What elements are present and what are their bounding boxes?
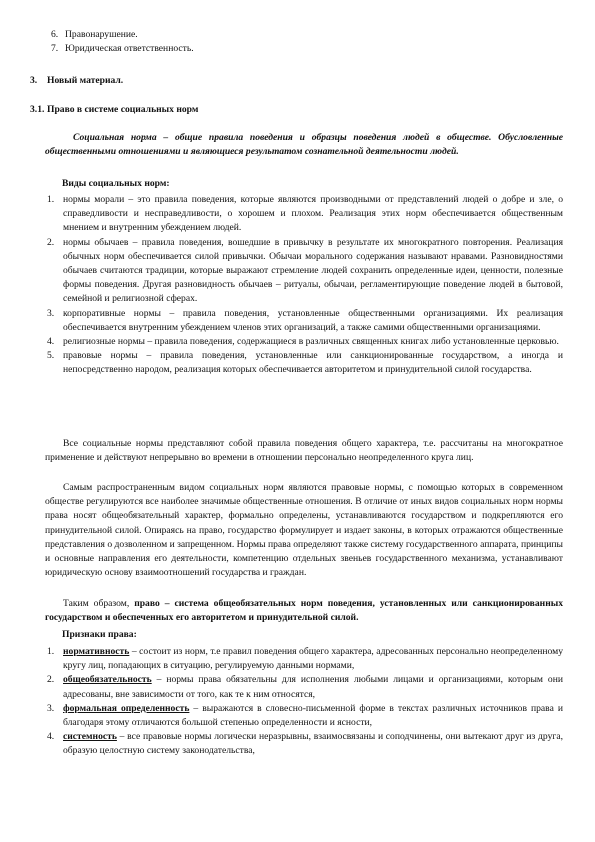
list-item: 3. формальная определенность – выражаются в словесно-письменной форме в текстах различных источников права и благодаря этому отличаются большой степенью определенности и ясности, [47,702,563,729]
signs-heading: Признаки права: [62,629,137,640]
list-item: 2. общеобязательность – нормы права обязательны для исполнения любыми лицами и организациями, которым они адресованы, вне зависимости от того, как те к ним относятся, [47,674,563,700]
list-item: 2. нормы обычаев – правила поведения, вошедшие в привычку в результате их многократного повторения. Реализация обычных норм обеспечивается силой привычки. Обычаи морального содержания называют нравами. Разновидностями обычаев считаются традиции, которые выражают стремление людей сохранить определенные идеи, ценности, полезные формы поведения. Другая разновидность обычаев – ритуалы, обычаи, регламентирующие поведение людей в бытовой, семейной и религиозной сферах. [47,236,563,305]
list-item: 4. религиозные нормы – правила поведения, содержащиеся в различных священных книгах либо установленные церковью. [47,336,559,348]
conclusion-paragraph: Таким образом, право – система общеобязательных норм поведения, установленных или санкционированных государством и обеспеченных его авторитетом и принудительной силой. [45,598,564,624]
types-heading: Виды социальных норм: [62,178,170,189]
signs-list [45,645,563,759]
list-item: 7. Юридическая ответственность. [51,43,194,54]
list-item: 5. правовые нормы – правила поведения, установленные или санкционированные государством, а иногда и непосредственно народом, реализация которых обеспечивается авторитетом и принудительной силой государства. [47,350,563,376]
body-paragraph: Все социальные нормы представляют собой правила поведения общего характера, т.е. рассчитаны на многократное применение и действуют непрерывно во времени в отношении персонально неопределенного круга лиц. [45,438,563,464]
types-list [45,193,563,378]
body-paragraph: Самым распространенным видом социальных норм являются правовые нормы, с помощью которых в современном обществе регулируются все наиболее значимые общественные отношения. В отличие от иных видов социальных норм нормы права носят общеобязательный характер, формально определены, устанавливаются государством и подкрепляются его принудительной силой. Опираясь на право, государство формулирует и издает законы, в которых отражаются общественные представления о дозволенном и запрещенном. Нормы права определяют также систему государственного аппарата, принципы и основные направления его деятельности, компетенцию отдельных звеньев государственного механизма, устанавливают юридическую основу взаимоотношений государства и граждан. [45,482,563,579]
list-item: 1. нормы морали – это правила поведения, которые являются производными от представлений людей о добре и зле, о справедливости и несправедливости, о хорошем и плохом. Реализация этих норм обеспечивается общественным мнением и внутренним убеждением людей. [47,194,563,234]
list-item: 1. нормативность – состоит из норм, т.е правил поведения общего характера, адресованных персонально неопределенному кругу лиц, попадающих в ситуацию, регулируемую данными нормами, [47,646,563,672]
subsection-heading: 3.1. Право в системе социальных норм [30,104,199,115]
list-item: 3. корпоративные нормы – правила поведения, установленные общественными организациями. Их реализация обеспечивается внутренним убеждением членов этих организаций, а также самими общественными организациями. [47,307,563,333]
section-heading: 3. Новый материал. [30,75,124,86]
definition-paragraph: Социальная норма – общие правила поведения и образцы поведения людей в обществе. Обусловленные общественными отношениями и являющиеся результатом сознательной деятельности людей. [45,132,563,158]
list-item: 6. Правонарушение. [51,29,138,40]
list-item: 4. системность – все правовые нормы логически неразрывны, взаимосвязаны и соподчинены, они вытекают друг из друга, образую целостную систему законодательства, [47,731,563,757]
